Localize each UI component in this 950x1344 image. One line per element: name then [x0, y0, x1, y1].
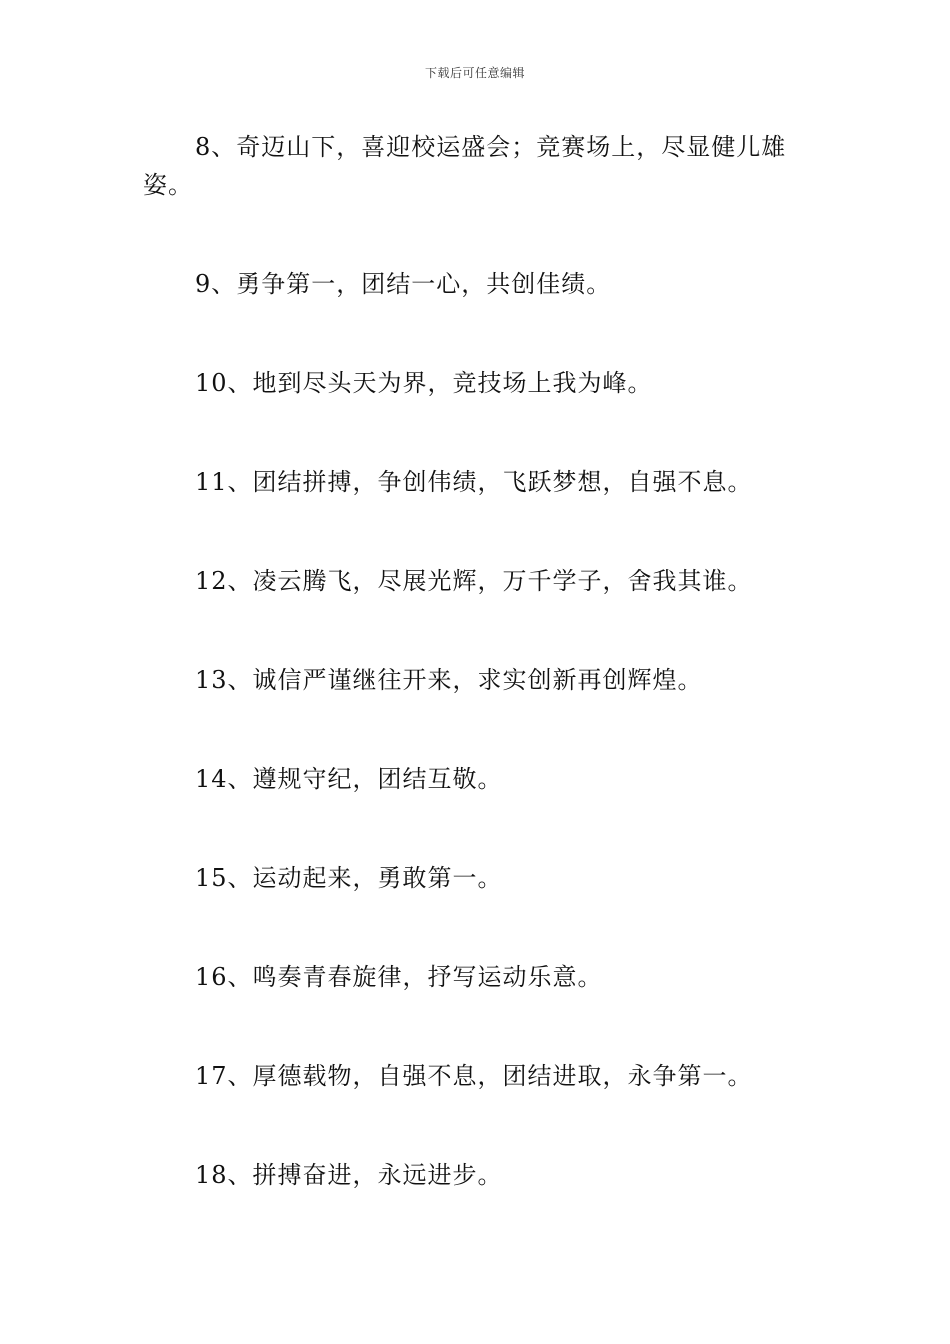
slogan-paragraph: 9、勇争第一，团结一心，共创佳绩。	[195, 270, 612, 298]
slogan-paragraph: 8、奇迈山下，喜迎校运盛会；竞赛场上，尽显健儿雄姿。	[143, 133, 787, 199]
slogan-paragraph: 14、遵规守纪，团结互敬。	[195, 765, 503, 793]
page-header: 下载后可任意编辑	[424, 66, 525, 80]
slogan-paragraph: 17、厚德载物，自强不息，团结进取，永争第一。	[195, 1062, 753, 1090]
slogan-paragraph: 15、运动起来，勇敢第一。	[195, 864, 503, 892]
slogan-paragraph: 13、诚信严谨继往开来，求实创新再创辉煌。	[195, 666, 703, 694]
slogan-paragraph: 12、凌云腾飞，尽展光辉，万千学子，舍我其谁。	[195, 567, 753, 595]
slogan-paragraph: 16、鸣奏青春旋律，抒写运动乐意。	[195, 963, 603, 991]
document-body	[143, 128, 813, 1194]
slogan-paragraph: 18、拼搏奋进，永远进步。	[195, 1161, 503, 1189]
slogan-paragraph: 10、地到尽头天为界，竞技场上我为峰。	[195, 369, 653, 397]
slogan-paragraph: 11、团结拼搏，争创伟绩，飞跃梦想，自强不息。	[195, 468, 753, 496]
